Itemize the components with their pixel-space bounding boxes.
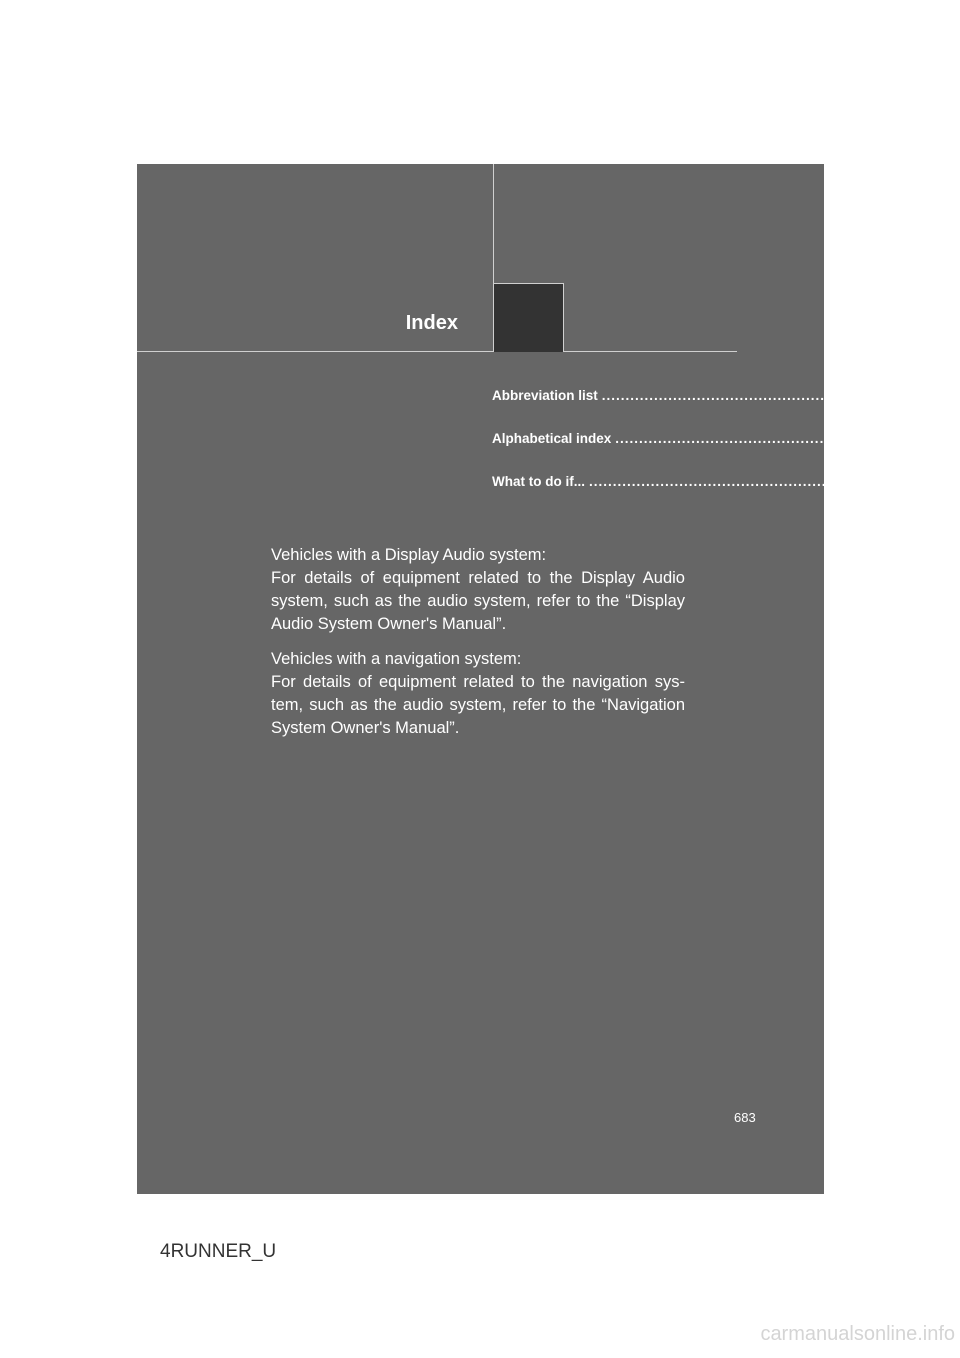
- note-heading: Vehicles with a navigation system:: [271, 650, 522, 668]
- page-number: 683: [734, 1110, 756, 1125]
- note-navigation: [271, 648, 685, 740]
- toc-page: 696: [898, 474, 921, 489]
- toc-item-alphabetical-index[interactable]: [492, 431, 947, 474]
- section-title: Index: [405, 312, 458, 334]
- notes-block: [271, 544, 685, 752]
- note-body: For details of equipment related to the Display Audio system, such as the audio system, refer to the “Display Audio System Owner's Manual”.: [271, 569, 685, 633]
- index-panel: [137, 164, 947, 1194]
- header-horizontal-rule: [137, 351, 737, 352]
- toc-page: 686: [924, 431, 947, 446]
- note-heading: Vehicles with a Display Audio system:: [271, 546, 547, 564]
- toc-leader-dots: ................................................................: [588, 474, 894, 489]
- section-tab-block: [494, 283, 564, 352]
- toc-leader-dots: ................................................................: [601, 388, 906, 403]
- toc-label: Abbreviation list: [492, 388, 598, 403]
- watermark: carmanualsonline.info: [760, 1323, 955, 1345]
- table-of-contents: [492, 388, 947, 517]
- toc-leader-dots: ................................................................: [615, 431, 920, 446]
- toc-label: What to do if...: [492, 474, 585, 489]
- toc-label: Alphabetical index: [492, 431, 612, 446]
- model-code: 4RUNNER_U: [160, 1241, 277, 1262]
- note-display-audio: [271, 544, 685, 636]
- note-body: For details of equipment related to the navigation sys-tem, such as the audio system, refer to the “Navigation System Owner's Manual”.: [271, 673, 685, 737]
- toc-item-what-to-do-if[interactable]: [492, 474, 921, 517]
- toc-page: 684: [910, 388, 934, 403]
- toc-item-abbreviation-list[interactable]: [492, 388, 934, 431]
